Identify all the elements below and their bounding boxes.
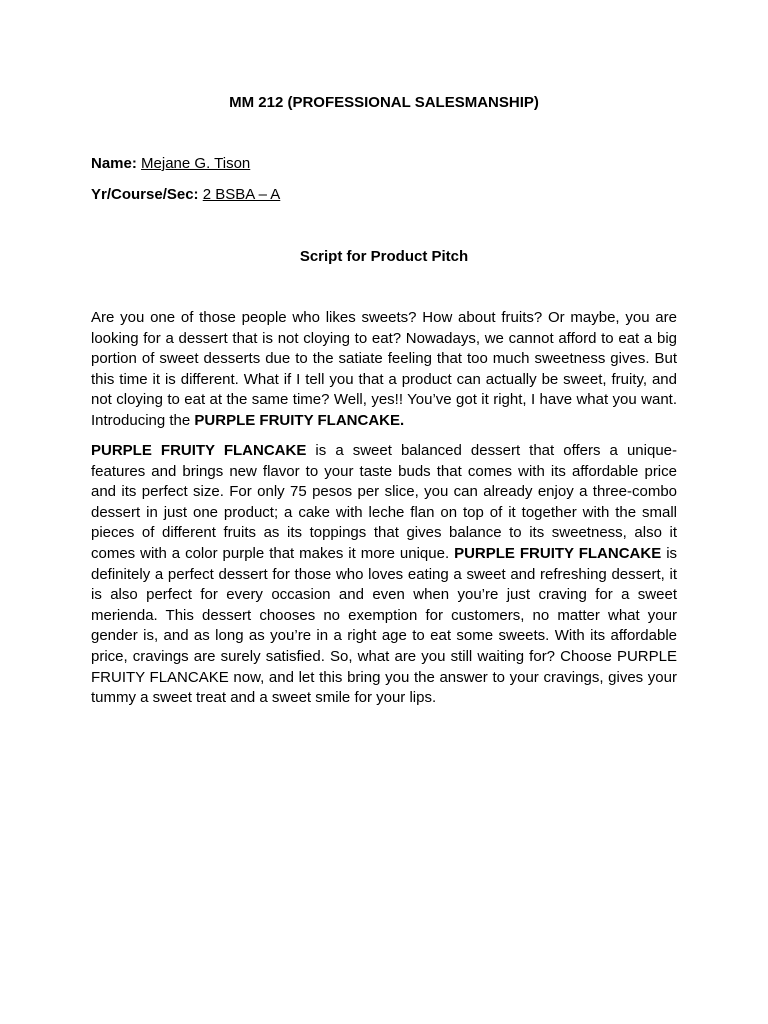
paragraph-description-text-a: is a sweet balanced dessert that offers a unique-features and brings new flavor to your taste buds that comes with its affordable price and its perfect size. For only 75 pesos per slice, you can already enjoy a three-combo dessert in just one product; a cake with leche flan on top of it together with the small pieces of different fruits as its toppings that gives balance to its sweetness, also it comes with a color purple that makes it more unique. (91, 442, 678, 562)
paragraph-intro (91, 308, 677, 432)
paragraph-description (91, 441, 677, 709)
paragraph-description-text-b: is definitely a perfect dessert for those who loves eating a sweet and refreshing dessert, it is also perfect for every occasion and even when you’re just craving for a sweet merienda. This dessert chooses no exemption for customers, no matter what your gender is, and as long as you’re in a right age to eat some sweets. With its affordable price, cravings are surely satisfied. So, what are you still waiting for? Choose PURPLE FRUITY FLANCAKE now, and let this bring you the answer to your cravings, gives your tummy a sweet treat and a sweet smile for your lips. (91, 544, 678, 707)
product-name-bold: PURPLE FRUITY FLANCAKE. (194, 411, 405, 429)
section-label: Yr/Course/Sec: (91, 186, 199, 203)
name-label: Name: (91, 155, 137, 172)
student-name-field (91, 154, 250, 174)
section-value: 2 BSBA – A (202, 186, 281, 203)
student-section-field (91, 185, 280, 205)
product-name-bold: PURPLE FRUITY FLANCAKE (91, 442, 307, 459)
paragraph-intro-text: Are you one of those people who likes sweets? How about fruits? Or maybe, you are looking for a dessert that is not cloying to eat? Nowadays, we cannot afford to eat a big portion of sweet desserts due to the satiate feeling that too much sweetness gives. But this time it is different. What if I tell you that a product can actually be sweet, fruity, and not cloying to eat at the same time? Well, yes!! You’ve got it right, I have what you want. Introducing the (91, 309, 677, 429)
course-title: MM 212 (PROFESSIONAL SALESMANSHIP) (229, 94, 539, 111)
script-title: Script for Product Pitch (299, 248, 469, 265)
product-name-bold: PURPLE FRUITY FLANCAKE (454, 544, 662, 562)
name-value: Mejane G. Tison (141, 155, 251, 172)
